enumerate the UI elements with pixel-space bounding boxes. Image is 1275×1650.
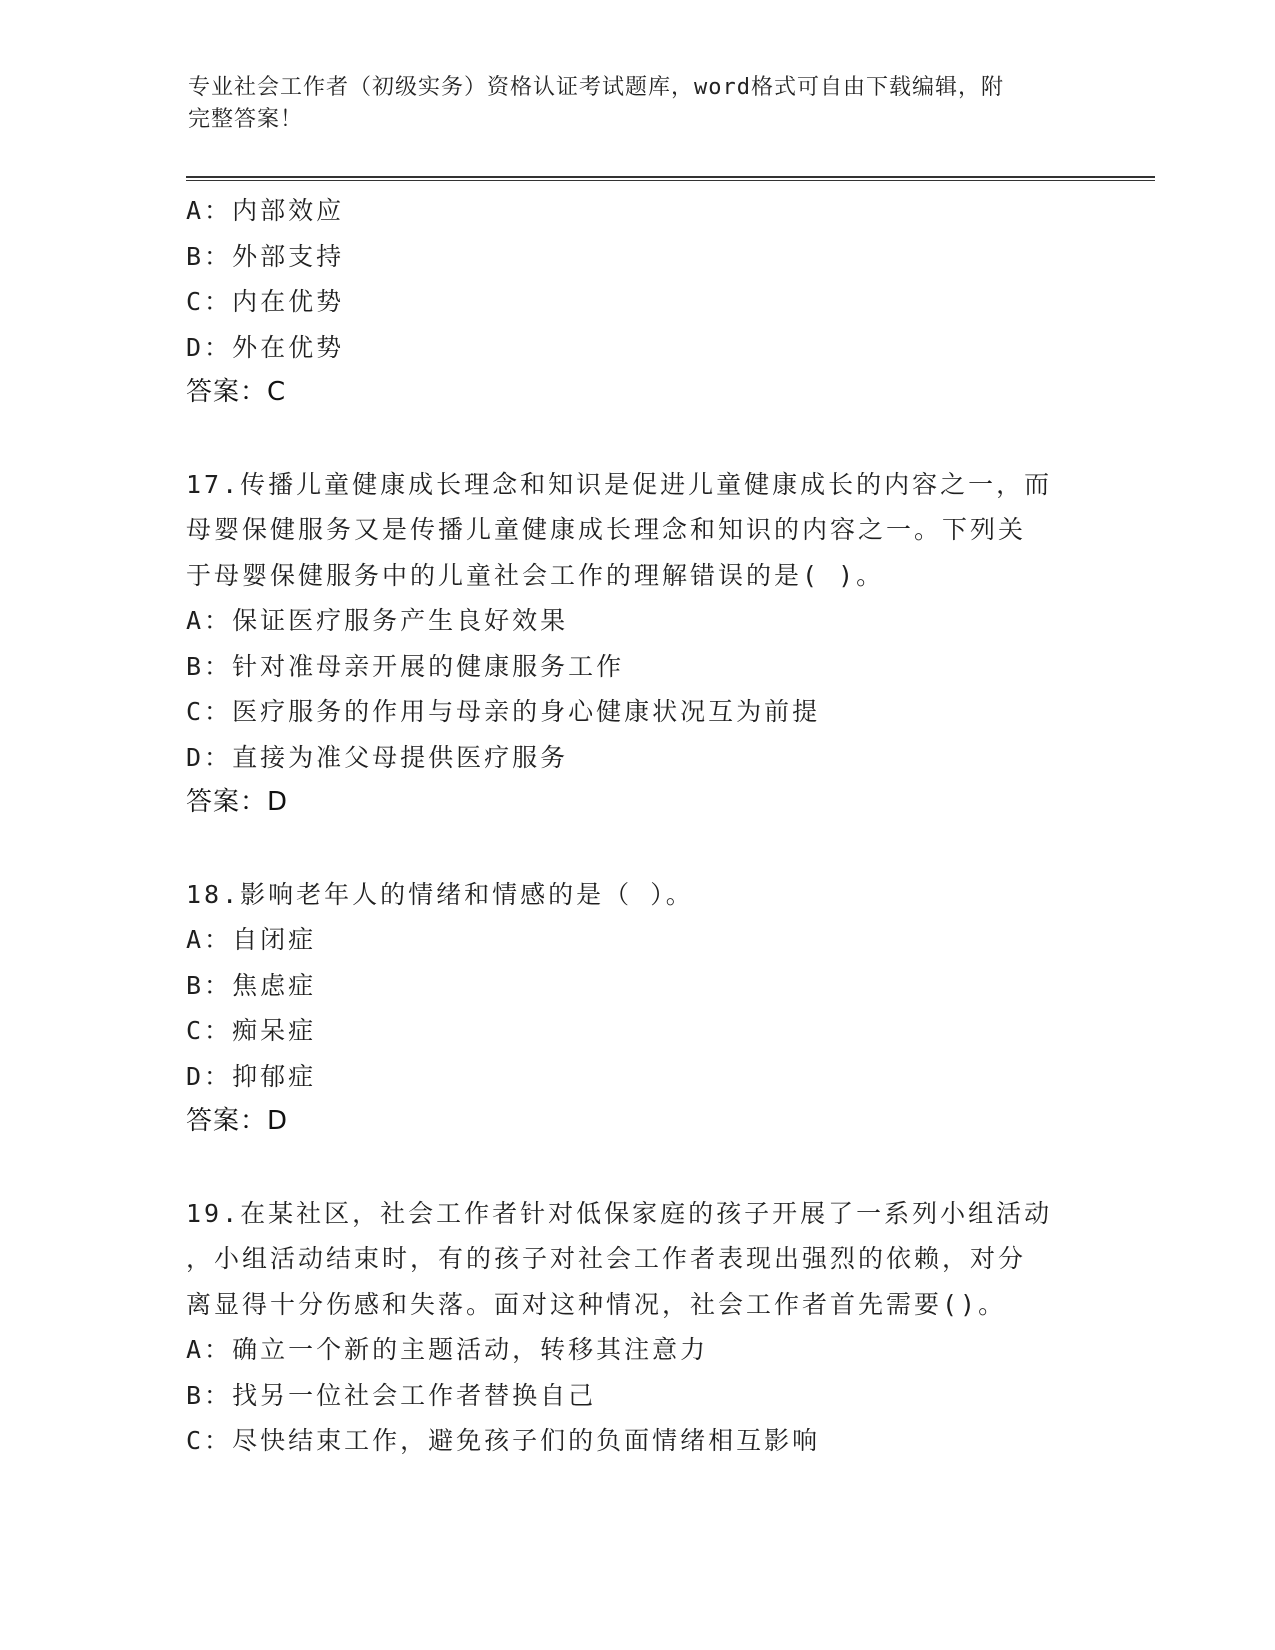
spacer bbox=[186, 416, 1086, 462]
option-a: A：保证医疗服务产生良好效果 bbox=[186, 606, 569, 635]
question-stem-line: ，小组活动结束时，有的孩子对社会工作者表现出强烈的依赖，对分 bbox=[186, 1244, 1027, 1273]
option-a: A：内部效应 bbox=[186, 196, 345, 225]
option-c: C：痴呆症 bbox=[186, 1016, 317, 1045]
option-d: D：抑郁症 bbox=[186, 1061, 317, 1091]
option-c: C：医疗服务的作用与母亲的身心健康状况互为前提 bbox=[186, 697, 821, 726]
header-line-2: 完整答案！ bbox=[188, 107, 304, 132]
option-b: B：找另一位社会工作者替换自己 bbox=[186, 1380, 597, 1410]
question-stem-line: 母婴保健服务又是传播儿童健康成长理念和知识的内容之一。下列关 bbox=[186, 515, 1027, 544]
answer-line: 答案：D bbox=[186, 1106, 289, 1136]
option-b: B：外部支持 bbox=[186, 241, 345, 271]
header-line-1: 专业社会工作者（初级实务）资格认证考试题库，word格式可自由下载编辑，附 bbox=[188, 75, 1004, 100]
option-a: A：自闭症 bbox=[186, 925, 317, 954]
option-d: D：外在优势 bbox=[186, 332, 345, 362]
header-divider bbox=[186, 176, 1155, 181]
option-d: D：直接为准父母提供医疗服务 bbox=[186, 742, 569, 772]
answer-line: 答案：C bbox=[186, 377, 287, 407]
option-c: C：尽快结束工作，避免孩子们的负面情绪相互影响 bbox=[186, 1426, 821, 1455]
question-stem-line: 离显得十分伤感和失落。面对这种情况，社会工作者首先需要()。 bbox=[186, 1289, 1007, 1319]
question-stem-line: 17.传播儿童健康成长理念和知识是促进儿童健康成长的内容之一，而 bbox=[186, 469, 1053, 499]
question-16 bbox=[186, 188, 1086, 416]
spacer bbox=[186, 826, 1086, 872]
option-b: B：针对准母亲开展的健康服务工作 bbox=[186, 651, 625, 681]
question-18 bbox=[186, 872, 1086, 1145]
question-list bbox=[186, 188, 1086, 1464]
option-a: A：确立一个新的主题活动，转移其注意力 bbox=[186, 1335, 709, 1364]
question-stem-line: 18.影响老年人的情绪和情感的是（ ）。 bbox=[186, 879, 694, 909]
option-c: C：内在优势 bbox=[186, 287, 345, 316]
page-header bbox=[188, 72, 1068, 136]
question-17 bbox=[186, 462, 1086, 826]
option-b: B：焦虑症 bbox=[186, 970, 317, 1000]
question-stem-line: 于母婴保健服务中的儿童社会工作的理解错误的是( )。 bbox=[186, 560, 885, 590]
spacer bbox=[186, 1145, 1086, 1191]
question-stem-line: 19.在某社区，社会工作者针对低保家庭的孩子开展了一系列小组活动 bbox=[186, 1198, 1053, 1228]
question-19 bbox=[186, 1191, 1086, 1464]
answer-line: 答案：D bbox=[186, 787, 289, 817]
